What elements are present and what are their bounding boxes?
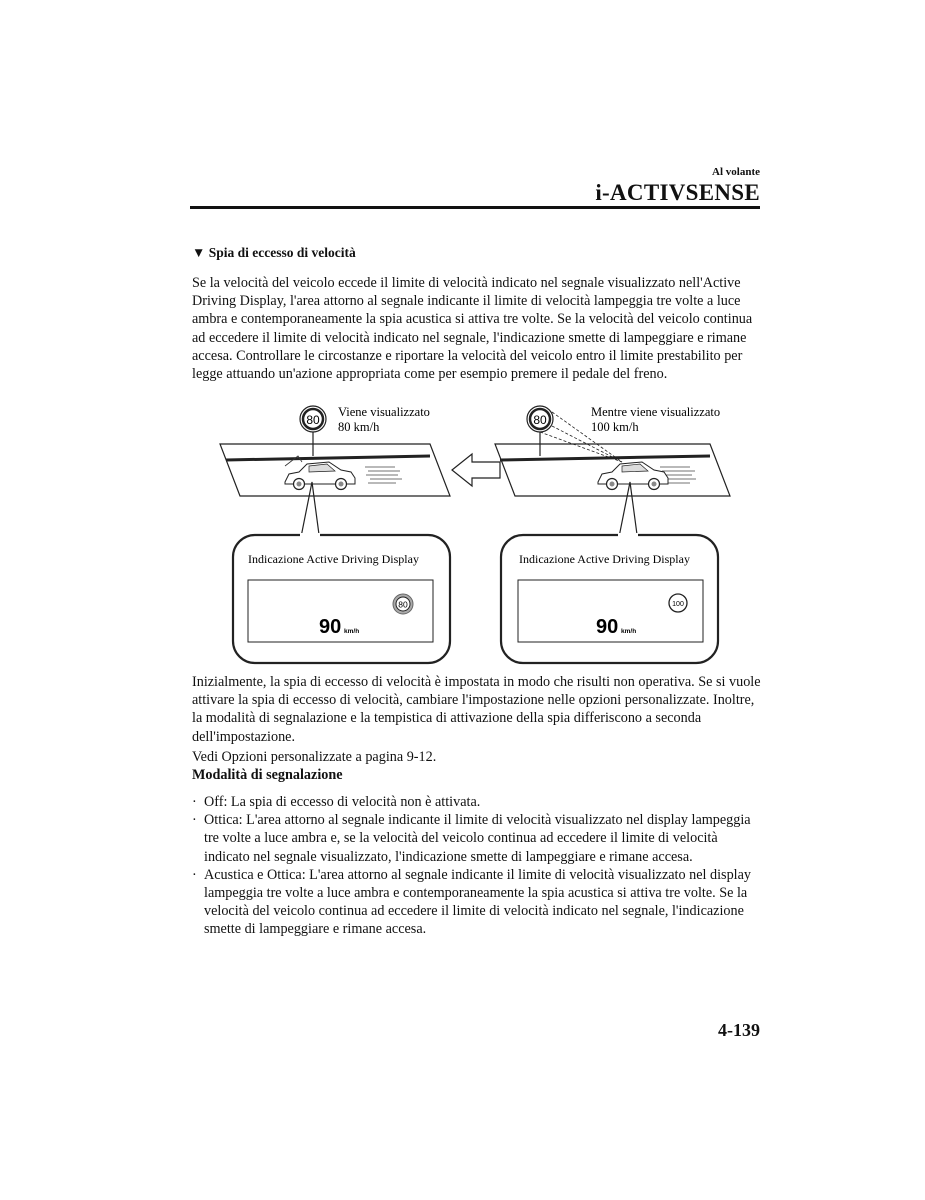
- right-speed-sign-value: 80: [533, 413, 547, 427]
- right-display-speed: 90: [596, 616, 619, 638]
- left-caption-line1: Viene visualizzato: [338, 405, 430, 419]
- right-display-panel: [501, 533, 718, 663]
- right-display-title: Indicazione Active Driving Display: [519, 552, 690, 566]
- section-title: Al volante: [712, 166, 760, 178]
- right-display-unit: km/h: [621, 628, 637, 635]
- mode-list: [192, 793, 762, 939]
- bullet-icon: ·: [192, 794, 197, 810]
- left-display-panel: [233, 533, 450, 663]
- right-caption-line2: 100 km/h: [591, 420, 639, 434]
- list-item: · Ottica: L'area attorno al segnale indicante il limite di velocità visualizzato nel display lampeggia tre volte a luce ambra e, se la velocità del veicolo continua ad eccedere il limite di velocità indicato nel segnale visualizzato, l'indicazione smette di lampeggiare e rimane accesa.: [192, 812, 751, 865]
- page-number: 4-139: [718, 1020, 760, 1040]
- arrow-left-icon: [452, 454, 500, 486]
- left-speed-sign-value: 80: [306, 413, 320, 427]
- left-road-scene: [220, 405, 450, 542]
- left-display-unit: km/h: [344, 628, 360, 635]
- bullet-icon: ·: [192, 812, 197, 829]
- list-item: · Acustica e Ottica: L'area attorno al segnale indicante il limite di velocità visualizzato nel display lampeggia tre volte a luce ambra e contemporaneamente la spia acustica si attiva tre volte. Se la velocità del veicolo continua ad eccedere il limite di velocità indicato nel segnale, l'indicazione smette di lampeggiare e rimane accesa.: [192, 866, 751, 938]
- left-display-speed: 90: [319, 616, 342, 638]
- mode-title: Modalità di segnalazione: [192, 767, 343, 783]
- running-header: [190, 166, 760, 206]
- bullet-icon: ·: [192, 866, 197, 883]
- right-caption-line1: Mentre viene visualizzato: [591, 405, 721, 419]
- list-item: · Off: La spia di eccesso di velocità non è attivata.: [192, 794, 481, 810]
- right-display-sign-value: 100: [672, 601, 684, 608]
- header-rule: [190, 206, 760, 209]
- left-caption-line2: 80 km/h: [338, 420, 380, 434]
- reference-paragraph: Vedi Opzioni personalizzate a pagina 9-12.: [192, 749, 437, 765]
- left-display-sign-value: 80: [398, 599, 408, 610]
- intro-paragraph: Se la velocità del veicolo eccede il limite di velocità indicato nel segnale visualizzato nell'Active Driving Display, l'area attorno al segnale indicante il limite di velocità lampeggia tre volte a luce ambra e contemporaneamente la spia acustica si attiva tre volte. Se la velocità del veicolo continua ad eccedere il limite di velocità indicato nel segnale, l'indicazione smette di lampeggiare e rimane accesa. Controllare le circostanze e riportare la velocità del veicolo entro il limite prestabilito per legge attuando un'azione appropriata come per esempio premere il pedale del freno.: [192, 275, 753, 383]
- subsection-heading: [192, 245, 356, 261]
- speed-warning-diagram: [190, 400, 735, 670]
- triangle-down-icon: ▼: [192, 245, 206, 260]
- left-display-title: Indicazione Active Driving Display: [248, 552, 419, 566]
- subsection-heading-text: Spia di eccesso di velocità: [208, 245, 356, 260]
- right-road-scene: [495, 405, 730, 542]
- settings-paragraph: Inizialmente, la spia di eccesso di velocità è impostata in modo che risulti non operativa. Se si vuole attivare la spia di eccesso di velocità, cambiare l'impostazione nelle opzioni personalizzate. Inoltre, la modalità di segnalazione e la tempistica di attivazione della spia differiscono a seconda dell'impostazione.: [192, 674, 761, 745]
- chapter-title: i-ACTIVSENSE: [595, 180, 760, 205]
